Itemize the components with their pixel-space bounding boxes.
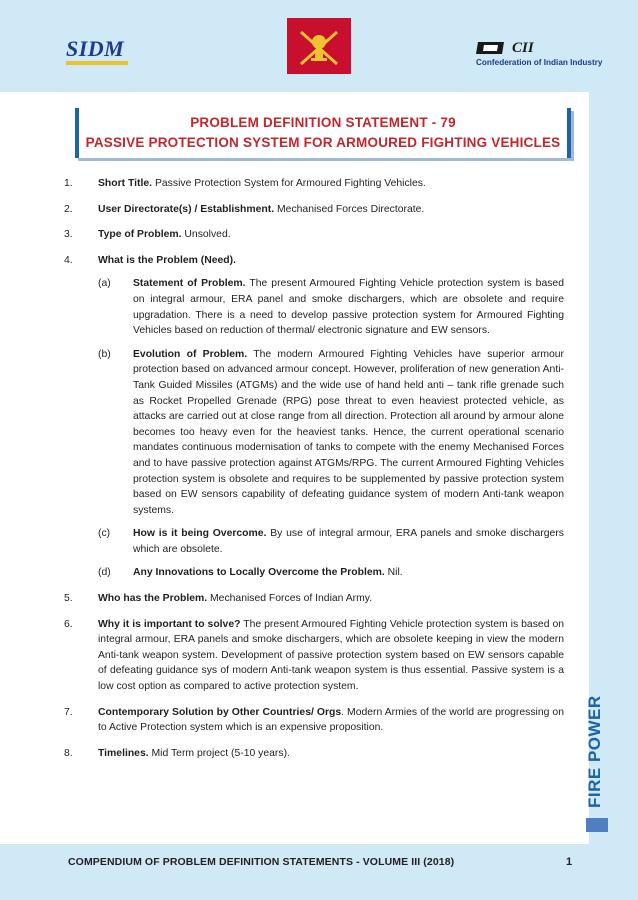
item-number: 3.: [64, 229, 73, 241]
sidm-logo-tagline-bar: [66, 61, 128, 65]
sub-item-innovations: [98, 565, 564, 581]
footer-title: COMPENDIUM OF PROBLEM DEFINITION STATEMENTS - VOLUME III (2018): [68, 856, 455, 868]
sub-item-text: Nil.: [384, 567, 403, 579]
sub-item-letter: (d): [98, 567, 111, 579]
item-text: Mid Term project (5-10 years).: [148, 747, 290, 759]
sub-item-label: Any Innovations to Locally Overcome the Problem.: [133, 567, 385, 579]
sub-item-evolution-of-problem: [98, 347, 564, 519]
section-side-label: FIRE POWER: [585, 695, 604, 808]
sub-item-letter: (a): [98, 278, 111, 290]
cii-logo-text: CII: [512, 40, 534, 56]
cii-tagline: Confederation of Indian Industry: [476, 58, 603, 67]
sub-item-letter: (c): [98, 528, 111, 540]
indian-army-emblem: [287, 18, 351, 74]
cii-mark-icon: [476, 40, 506, 56]
item-number: 5.: [64, 593, 73, 605]
sub-item-text: By use of integral armour, ERA panels and smoke dischargers which are obsolete.: [133, 528, 564, 555]
item-number: 7.: [64, 706, 73, 718]
item-label: Timelines.: [98, 747, 149, 759]
list-item-type-of-problem: [64, 227, 564, 243]
list-item-what-is-the-problem: [64, 253, 564, 581]
item-text: Mechanised Forces Directorate.: [274, 203, 425, 215]
item-number: 4.: [64, 254, 73, 266]
cii-logo: [476, 40, 626, 70]
sub-item-how-overcome: [98, 526, 564, 557]
page-number: 1: [566, 856, 573, 868]
list-item-contemporary-solution: [64, 705, 564, 736]
item-label: Contemporary Solution by Other Countries/ Orgs: [98, 706, 342, 718]
sub-item-statement-of-problem: [98, 276, 564, 338]
list-item-who-has-problem: [64, 591, 564, 607]
item-text: . Modern Armies of the world are progressing on to Active Protection system which is an expensive proposition.: [98, 706, 564, 734]
sub-item-label: How is it being Overcome.: [133, 528, 267, 540]
item-number: 2.: [64, 203, 73, 215]
sub-item-text: The modern Armoured Fighting Vehicles have superior armour protection based on advanced armour concept. However, proliferation of new generation Anti-Tank Guided Missiles (ATGMs) and the wide use of hand held anti – tank rifle grenade such as Rocket Propelled Grenade (RPG) pose threat to even heaviest protected vehicle, as attacks are carried out at close range from all direction. Protection all around by armour alone becomes too heavy even for the heaviest tanks. Hence, the current operational scenario mandates continuous modernisation of tanks to compete with the enemy Mechanised Forces and to have passive protection against ATGMs/RPG. The current Armoured Fighting Vehicles protection system is obsolete and requires to be supplemented by passive protection system based on EW sensors capability of defeating guidance system of modern Anti-tank weapon systems.: [133, 348, 564, 516]
item-label: User Directorate(s) / Establishment.: [98, 203, 275, 215]
item-number: 8.: [64, 747, 73, 759]
footer-band: [0, 844, 638, 900]
sidm-logo-text: SIDM: [66, 36, 125, 61]
item-text: Unsolved.: [181, 229, 231, 241]
item-label: Why it is important to solve?: [98, 618, 241, 630]
sub-item-text: The present Armoured Fighting Vehicle protection system is based on integral armour, ERA panel and smoke dischargers, which are obsolete and require upgradation. There is a need to develop passive protection system for Armoured Fighting Vehicles based on reduction of thermal/ electronic signature and EW sensors.: [133, 278, 564, 337]
item-label: Type of Problem.: [98, 229, 182, 241]
item-label: What is the Problem (Need).: [98, 254, 236, 266]
statement-body: [64, 176, 564, 771]
sub-item-letter: (b): [98, 348, 111, 360]
item-text: Passive Protection System for Armoured Fighting Vehicles.: [152, 178, 426, 189]
item-label: Who has the Problem.: [98, 593, 208, 605]
list-item-timelines: [64, 746, 564, 762]
statement-subject-title: PASSIVE PROTECTION SYSTEM FOR ARMOURED FIGHTING VEHICLES: [85, 135, 561, 150]
side-label-marker: [586, 818, 608, 832]
item-label: Short Title.: [98, 178, 153, 189]
list-item-user-directorate: [64, 202, 564, 218]
item-text: The present Armoured Fighting Vehicle protection system is based on integral armour, ERA panels and smoke dischargers, which are obsolete keeping in view the modern Anti-tank weapon system. Development of passive protection system based on EW sensors capable of defeating guidance sys of modern Anti-tank weapon system is thus essential. Passive system is a low cost option as compared to active protection system.: [98, 618, 564, 693]
list-item-why-important: [64, 617, 564, 695]
item-text: Mechanised Forces of Indian Army.: [207, 593, 373, 605]
statement-number-title: PROBLEM DEFINITION STATEMENT - 79: [190, 115, 456, 130]
sidm-logo: [66, 38, 138, 68]
item-number: 6.: [64, 618, 73, 630]
item-number: 1.: [64, 178, 73, 189]
title-box: [75, 108, 571, 158]
list-item-short-title: [64, 176, 564, 192]
sub-item-label: Statement of Problem.: [133, 278, 246, 290]
sub-item-label: Evolution of Problem.: [133, 348, 248, 360]
